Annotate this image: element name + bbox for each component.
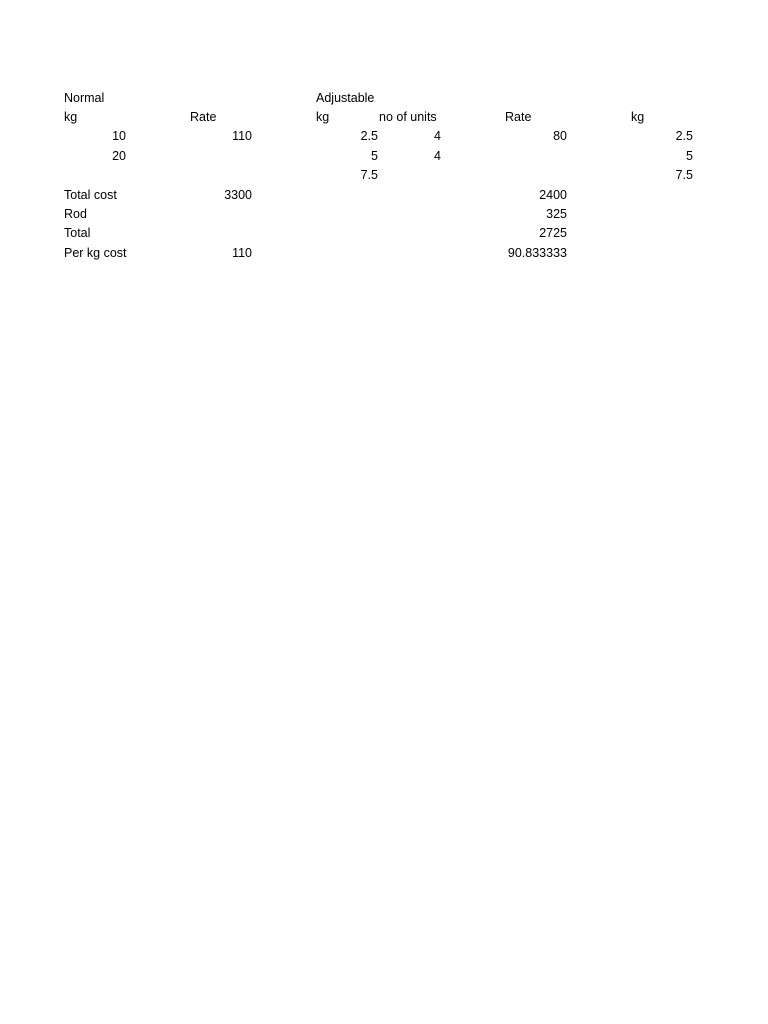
- right-kg-label: kg: [631, 110, 645, 124]
- table-row: [0, 166, 768, 185]
- adjustable-per-kg-cost: 90.833333: [507, 246, 567, 260]
- normal-header: Normal: [64, 91, 105, 105]
- table-row: [0, 127, 768, 146]
- adjustable-rod-cost: 325: [546, 207, 567, 221]
- adjustable-kg-cell: 5: [371, 149, 378, 163]
- adjustable-kg-cell: 7.5: [360, 168, 378, 182]
- normal-kg-cell: 10: [112, 129, 126, 143]
- table-row: [0, 147, 768, 166]
- header-row: [0, 89, 768, 108]
- normal-rate-cell: 110: [232, 129, 252, 143]
- adjustable-kg-cell: 2.5: [360, 129, 378, 143]
- right-kg-cell: 5: [686, 149, 693, 163]
- adjustable-total-cost: 2400: [539, 188, 567, 202]
- column-labels-row: [0, 108, 768, 127]
- rod-label: Rod: [64, 207, 87, 221]
- normal-per-kg-cost: 110: [232, 246, 252, 260]
- adjustable-kg-label: kg: [316, 110, 330, 124]
- normal-kg-label: kg: [64, 110, 78, 124]
- adjustable-rate-label: Rate: [505, 110, 532, 124]
- adjustable-header: Adjustable: [316, 91, 375, 105]
- normal-kg-cell: 20: [112, 149, 126, 163]
- normal-rate-label: Rate: [190, 110, 217, 124]
- right-kg-cell: 7.5: [675, 168, 693, 182]
- total-label: Total: [64, 226, 91, 240]
- normal-total-cost: 3300: [224, 188, 252, 202]
- units-cell: 4: [434, 149, 441, 163]
- units-cell: 4: [434, 129, 441, 143]
- total-cost-row: [0, 186, 768, 205]
- units-label: no of units: [379, 110, 437, 124]
- per-kg-cost-label: Per kg cost: [64, 246, 127, 260]
- per-kg-cost-row: [0, 244, 768, 263]
- rod-row: [0, 205, 768, 224]
- adjustable-rate-cell: 80: [553, 129, 567, 143]
- total-cost-label: Total cost: [64, 188, 117, 202]
- total-row: [0, 224, 768, 243]
- right-kg-cell: 2.5: [675, 129, 693, 143]
- adjustable-total: 2725: [539, 226, 567, 240]
